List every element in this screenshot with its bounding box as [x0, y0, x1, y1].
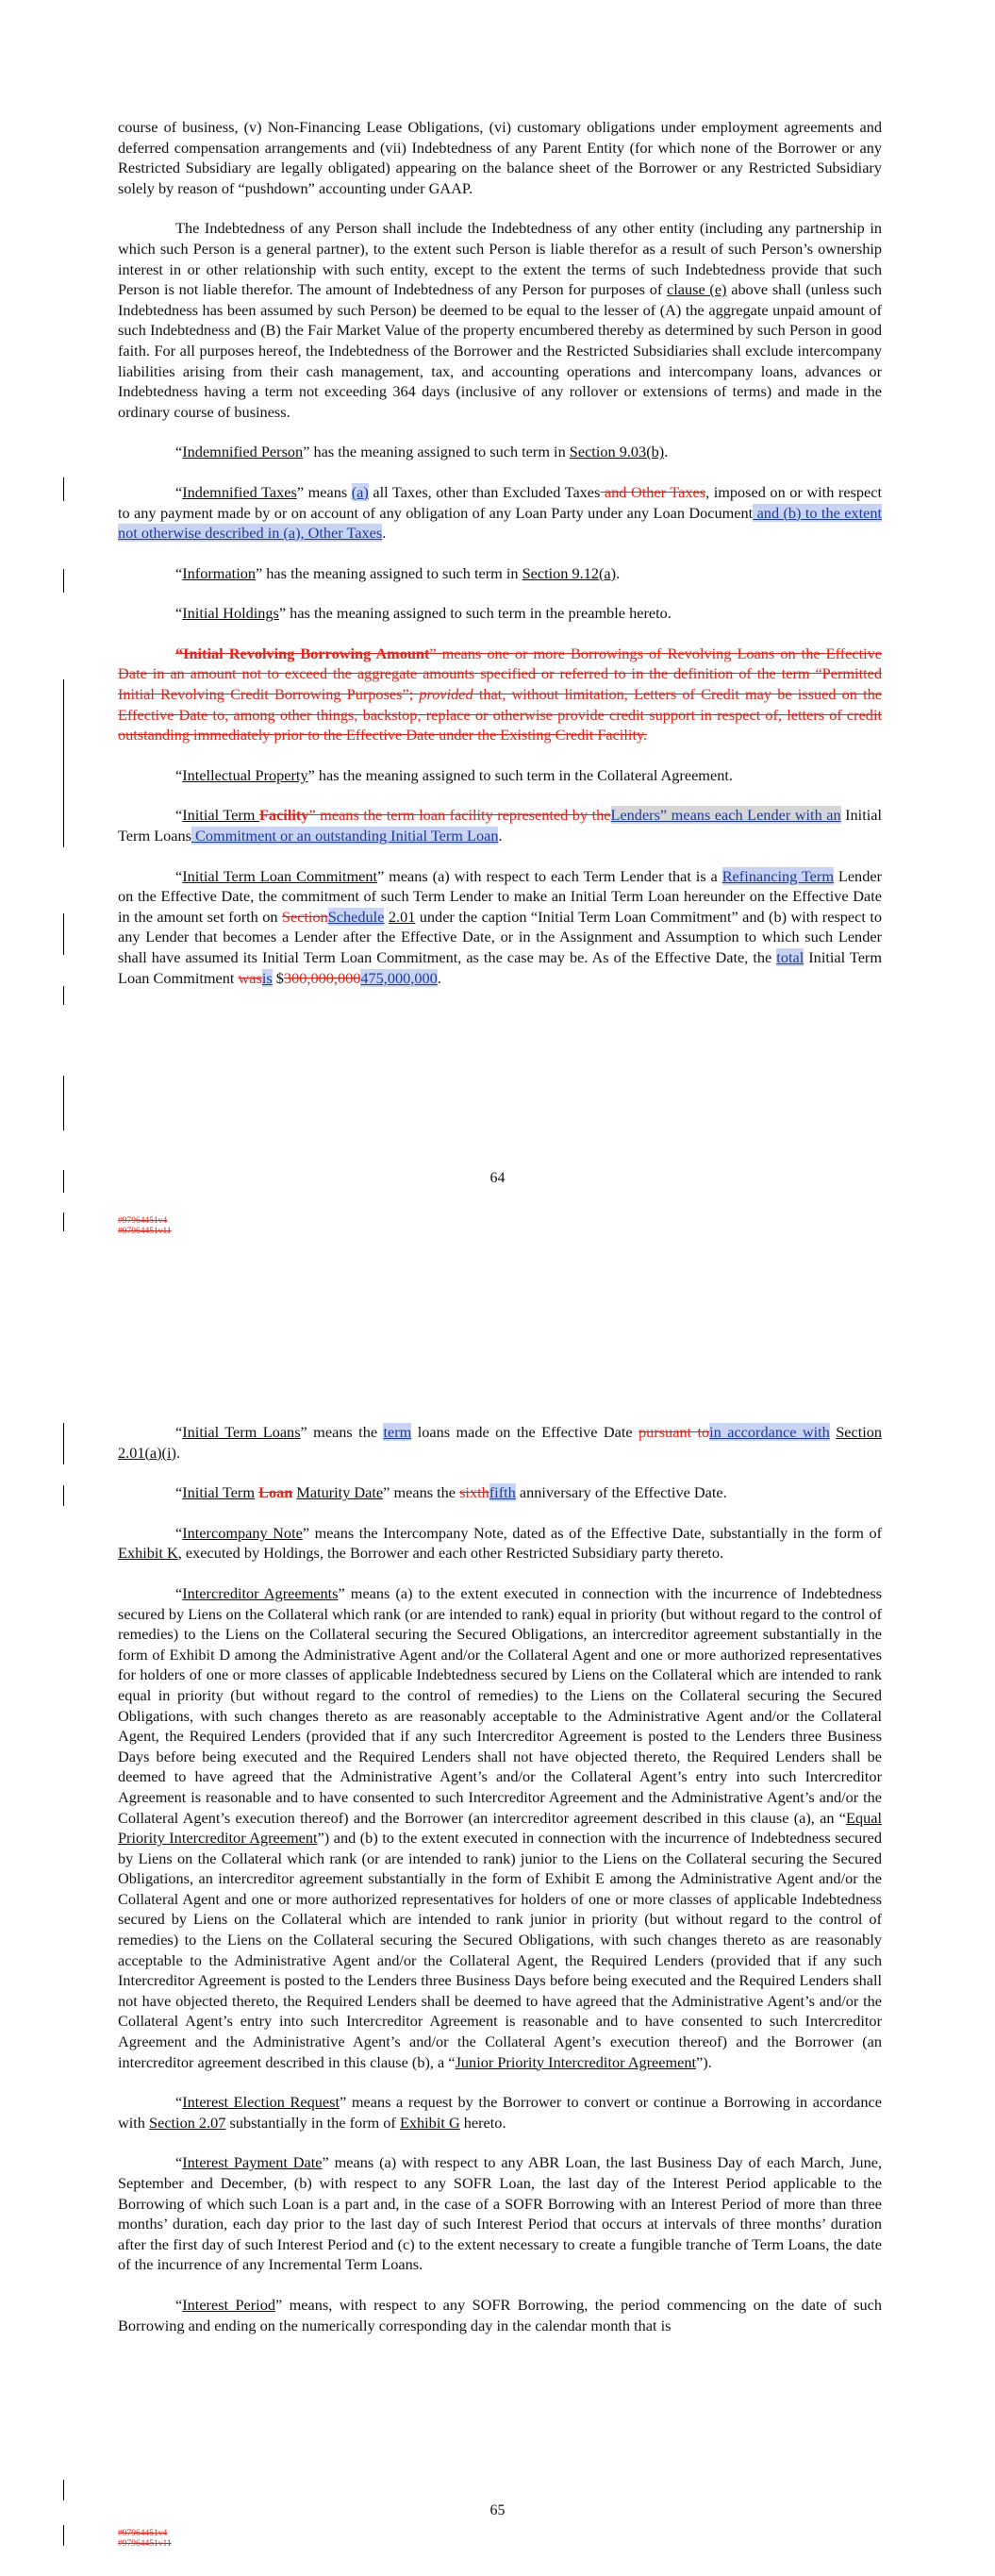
cross-reference[interactable]: Exhibit K [118, 1544, 178, 1563]
definition-intercreditor-agreements: “Intercreditor Agreements” means (a) to the extent executed in connection with the incurrence of Indebtedness secured by Liens on the Collateral which rank (or are intended to rank) equal in priority (but without regard to the control of remedies) to the Liens on the Collateral securing the Secured Obligations, an intercreditor agreement substantially in the form of Exhibit D among the Administrative Agent and/or the Collateral Agent and one or more authorized representatives for holders of one or more classes of applicable Indebtedness secured by Liens on the Collateral which are intended to rank equal in priority (but without regard to the control of remedies) to the Liens on the Collateral securing the Secured Obligations, with such changes thereto as are reasonably acceptable to the Administrative Agent and/or the Collateral Agent, the Required Lenders (provided that if any such Intercreditor Agreement is posted to the Lenders three Business Days before being executed and the Required Lenders shall not have objected thereto, the Required Lenders shall be deemed to have agreed that the Administrative Agent’s and/or the Collateral Agent’s entry into such Intercreditor Agreement is reasonable and to have consented to such Intercreditor Agreement and the Administrative Agent’s and/or the Collateral Agent’s execution thereof) and the Borrower (an intercreditor agreement described in this clause (a), an “Equal Priority Intercreditor Agreement”) and (b) to the extent executed in connection with the incurrence of Indebtedness secured by Liens on the Collateral which rank (or are intended to rank) junior to the Liens on the Collateral securing the Secured Obligations, an intercreditor agreement substantially in the form of Exhibit E among the Administrative Agent and/or the Collateral Agent and one or more authorized representatives for holders of one or more classes of applicable Indebtedness secured by Liens on the Collateral which are intended to rank junior in priority (but without regard to the control of remedies) to the Liens on the Collateral securing the Secured Obligations, with such changes thereto as are reasonably acceptable to the Administrative Agent and/or the Collateral Agent, the Required Lenders (provided that if any such Intercreditor Agreement is posted to the Lenders three Business Days before being executed and the Required Lenders shall not have objected thereto, the Required Lenders shall be deemed to have agreed that the Administrative Agent’s and/or the Collateral Agent’s entry into such Intercreditor Agreement is reasonable and to have consented to such Intercreditor Agreement and the Administrative Agent’s and/or the Collateral Agent’s execution thereof) and the Borrower (an intercreditor agreement described in this clause (b), a “Junior Priority Intercreditor Agreement”). [118, 1583, 882, 2071]
deleted-text: Loan [258, 1483, 293, 1502]
change-bar [63, 1485, 64, 1506]
defined-term: Initial Term [182, 806, 259, 825]
inserted-text: Commitment or an outstanding Initial Term Loan [191, 827, 499, 845]
defined-term: Interest Election Request [182, 2093, 340, 2112]
inserted-text: Refinancing Term [721, 866, 834, 885]
document-id: #97964451v4 [118, 2529, 168, 2538]
inserted-text: Schedule [327, 907, 385, 926]
page-body [118, 117, 882, 1008]
defined-term: Maturity Date [296, 1483, 384, 1502]
change-bar [63, 1076, 64, 1130]
deleted-text: Facility [258, 806, 309, 825]
defined-term: Intercreditor Agreements [182, 1583, 339, 1602]
definition-interest-period: “Interest Period” means, with respect to any SOFR Borrowing, the period commencing on the date of such Borrowing and ending on the numerically corresponding day in the calendar month that is [118, 2295, 882, 2334]
defined-term: Information [182, 563, 256, 582]
defined-term: Intellectual Property [182, 765, 308, 784]
deleted-text: and Other Taxes [600, 482, 706, 501]
defined-term: Equal Priority Intercreditor Agreement [118, 1808, 882, 1848]
definition-indemnified-taxes: “Indemnified Taxes” means (a) all Taxes, other than Excluded Taxes and Other Taxes, imposed on or with respect to any payment made by or on account of any obligation of any Loan Party under any Loan Document and (b) to the extent not otherwise described in (a), Other Taxes. [118, 482, 882, 543]
deleted-text: Section [281, 907, 328, 926]
definition-initial-revolving-borrowing-amount-deleted: “Initial Revolving Borrowing Amount” means one or more Borrowings of Revolving Loans on the Effective Date in an amount not to exceed the aggregate amounts specified or referred to in the definition of the term “Permitted Initial Revolving Credit Borrowing Purposes”; provided that, without limitation, Letters of Credit may be issued on the Effective Date to, among other things, backstop, replace or otherwise provide credit support in respect of, letters of credit outstanding immediately prior to the Effective Date under the Existing Credit Facility. [118, 644, 883, 744]
inserted-text: (a) [351, 482, 369, 501]
defined-term: Intercompany Note [182, 1523, 303, 1542]
paragraph-indebtedness: The Indebtedness of any Person shall include the Indebtedness of any other entity (including any partnership in which such Person is a general partner), to the extent such Person is liable therefor as a result of such Person’s ownership interest in or other relationship with such entity, except to the extent the terms of such Indebtedness provide that such Person is not liable therefor. The amount of Indebtedness of any Person for purposes of clause (e) above shall (unless such Indebtedness has been assumed by such Person) be deemed to be equal to the lesser of (A) the aggregate unpaid amount of such Indebtedness and (B) the Fair Market Value of the property encumbered thereby as determined by such Person in good faith. For all purposes hereof, the Indebtedness of the Borrower and the Restricted Subsidiaries shall exclude intercompany liabilities arising from their cash management, tax, and accounting operations and intercompany loans, advances or Indebtedness having a term not exceeding 364 days (inclusive of any rollover or extensions of terms) and made in the ordinary course of business. [118, 219, 882, 421]
page-body [118, 1422, 882, 2355]
definition-interest-election-request: “Interest Election Request” means a request by the Borrower to convert or continue a Borrowing in accordance with Section 2.07 substantially in the form of Exhibit G hereto. [118, 2093, 882, 2132]
change-bar [63, 913, 64, 955]
cross-reference[interactable]: 2.01 [388, 907, 416, 926]
deleted-text: was [238, 968, 262, 987]
defined-term: Interest Period [182, 2295, 275, 2314]
paragraph-continued: course of business, (v) Non-Financing Lease Obligations, (vi) customary obligations under employment agreements and deferred compensation arrangements and (vii) Indebtedness of any Parent Entity (for which none of the Borrower or any Restricted Subsidiary are legally obligated) appearing on the balance sheet of the Borrower or any Restricted Subsidiary solely by reason of “pushdown” accounting under GAAP. [118, 118, 882, 197]
inserted-text: total [776, 948, 804, 966]
inserted-text: in accordance with [709, 1423, 830, 1441]
defined-term: Interest Payment Date [182, 2153, 323, 2172]
cross-reference[interactable]: Section 2.07 [149, 2113, 226, 2132]
document-id: #97964451v11 [118, 1227, 172, 1236]
definition-initial-term-loans: “Initial Term Loans” means the term loans made on the Effective Date pursuant toin accordance with Section 2.01(a)(i). [118, 1423, 883, 1462]
definition-intercompany-note: “Intercompany Note” means the Intercompany Note, dated as of the Effective Date, substantially in the form of Exhibit K, executed by Holdings, the Borrower and each other Restricted Subsidiary party thereto. [118, 1523, 883, 1563]
defined-term: Initial Term Loans [182, 1423, 301, 1441]
definition-initial-term-loan-commitment: “Initial Term Loan Commitment” means (a) with respect to each Term Lender that is a Refinancing Term Lender on the Effective Date, the commitment of such Term Lender to make an Initial Term Loan hereunder on the Effective Date in the amount set forth on SectionSchedule 2.01 under the caption “Initial Term Loan Commitment” and (b) with respect to any Lender that becomes a Lender after the Effective Date, or in the Assignment and Assumption to which such Lender shall have assumed its Initial Term Loan Commitment, as the case may be. As of the Effective Date, the total Initial Term Loan Commitment wasis $300,000,000475,000,000. [118, 866, 883, 987]
definition-initial-holdings: “Initial Holdings” has the meaning assigned to such term in the preamble hereto. [175, 604, 672, 623]
inserted-text: 475,000,000 [360, 968, 438, 987]
definition-information: “Information” has the meaning assigned to such term in Section 9.12(a). [175, 563, 621, 582]
defined-term: Initial Term [182, 1483, 256, 1502]
defined-term: Indemnified Taxes [182, 482, 297, 501]
defined-term: Junior Priority Intercreditor Agreement [455, 2052, 697, 2071]
deleted-text: 300,000,000 [283, 968, 361, 987]
moved-text: Lenders” means each Lender with an [610, 806, 841, 825]
page-65 [0, 1397, 995, 2576]
definition-indemnified-person: “Indemnified Person” has the meaning assigned to such term in Section 9.03(b). [175, 443, 669, 461]
change-bar [63, 1423, 64, 1464]
inserted-text: and (b) to the extent not otherwise described in (a), Other Taxes [118, 503, 882, 543]
page-number: 65 [489, 2502, 506, 2518]
cross-reference[interactable]: Section 9.12(a) [522, 563, 617, 582]
document-id: #97964451v4 [118, 1216, 168, 1226]
cross-reference[interactable]: clause (e) [667, 280, 727, 299]
change-bar [63, 477, 64, 501]
definition-intellectual-property: “Intellectual Property” has the meaning assigned to such term in the Collateral Agreement. [175, 765, 733, 784]
defined-term: Initial Term Loan Commitment [182, 866, 378, 885]
inserted-text: is [261, 968, 273, 987]
change-bar [63, 986, 64, 1005]
definition-interest-payment-date: “Interest Payment Date” means (a) with respect to any ABR Loan, the last Business Day of each March, June, September and December, (b) with respect to any SOFR Loan, the last day of the Interest Period applicable to the Borrowing of which such Loan is a part and, in the case of a SOFR Borrowing with an Interest Period of more than three months’ duration, each day prior to the last day of such Interest Period that occurs at intervals of three months’ duration after the first day of such Interest Period and (c) to the extent necessary to create a fungible tranche of Term Loans, the date of the incurrence of any Incremental Term Loans. [118, 2153, 883, 2274]
change-bar [63, 2525, 64, 2546]
cross-reference[interactable]: Exhibit G [399, 2113, 460, 2132]
deleted-text: ” means the term loan facility represented by the [308, 806, 611, 825]
page-number: 64 [489, 1170, 506, 1186]
change-bar [63, 2480, 64, 2501]
change-bar [63, 569, 64, 593]
inserted-text: term [383, 1423, 412, 1441]
definition-initial-term-lenders: “Initial Term Facility” means the term loan facility represented by theLenders” means each Lender with an Initial Term Loans Commitment or an outstanding Initial Term Loan. [118, 806, 882, 845]
defined-term: Indemnified Person [182, 443, 304, 461]
change-bar [63, 679, 64, 847]
inserted-text: fifth [489, 1483, 516, 1502]
deleted-text: sixth [459, 1483, 489, 1502]
cross-reference[interactable]: Section 2.01(a)(i) [118, 1423, 883, 1462]
defined-term: Initial Holdings [182, 604, 279, 623]
definition-initial-term-maturity-date: “Initial Term Loan Maturity Date” means the sixthfifth anniversary of the Effective Date. [175, 1483, 727, 1502]
cross-reference[interactable]: Section 9.03(b) [569, 443, 665, 461]
change-bar [63, 1213, 64, 1231]
deleted-text: pursuant to [638, 1423, 710, 1441]
document-id: #97964451v11 [118, 2539, 172, 2549]
